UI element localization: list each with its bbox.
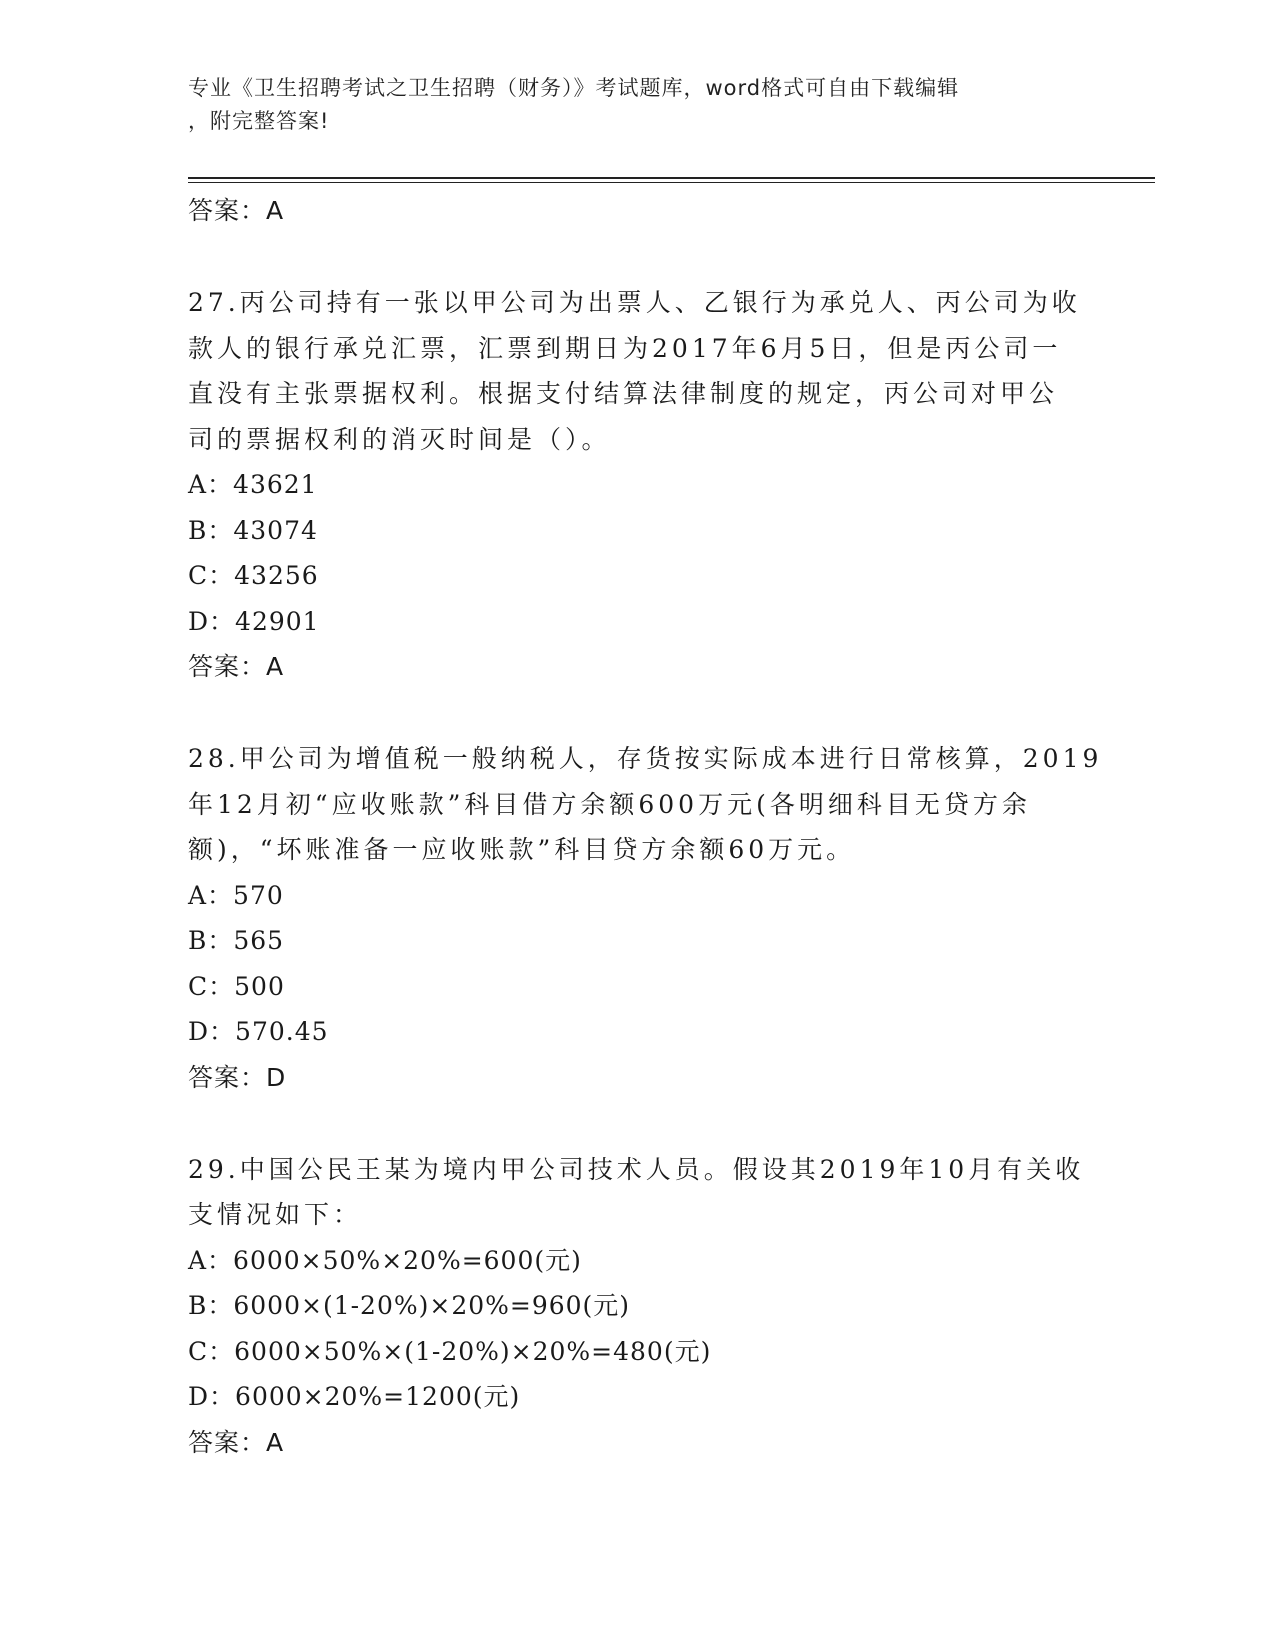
question-line: 28.甲公司为增值税一般纳税人，存货按实际成本进行日常核算，2019	[188, 744, 1103, 773]
question-line: 款人的银行承兑汇票，汇票到期日为2017年6月5日，但是丙公司一	[188, 333, 1062, 363]
option-b: B：6000×(1-20%)×20%=960(元)	[188, 1291, 631, 1320]
option-b: B：43074	[188, 515, 318, 545]
question-line: 额)，“坏账准备一应收账款”科目贷方余额60万元。	[188, 835, 856, 864]
document-body	[188, 188, 1103, 1466]
question-27	[188, 280, 1088, 690]
question-line: 直没有主张票据权利。根据支付结算法律制度的规定，丙公司对甲公	[188, 379, 1059, 408]
option-a: A：43621	[188, 470, 318, 499]
question-text	[188, 736, 1103, 873]
question-line: 27.丙公司持有一张以甲公司为出票人、乙银行为承兑人、丙公司为收	[188, 288, 1081, 317]
answer: 答案：D	[188, 1062, 287, 1092]
option-b: B：565	[188, 926, 285, 955]
option-c: C：6000×50%×(1-20%)×20%=480(元)	[188, 1336, 712, 1366]
question-text	[188, 1147, 1088, 1238]
answer: 答案：A	[188, 652, 285, 681]
header-line-2: ，附完整答案!	[188, 109, 330, 133]
option-c: C：500	[188, 971, 285, 1001]
option-d: D：42901	[188, 606, 320, 636]
question-line: 支情况如下：	[188, 1200, 363, 1229]
question-line: 司的票据权利的消灭时间是（）。	[188, 424, 611, 454]
page-header	[188, 72, 1088, 138]
header-rule-thin	[188, 182, 1155, 183]
option-a: A：6000×50%×20%=600(元)	[188, 1245, 582, 1275]
question-28	[188, 736, 1103, 1101]
question-29	[188, 1147, 1088, 1466]
header-rule-thick	[188, 177, 1155, 179]
header-line-1: 专业《卫生招聘考试之卫生招聘（财务）》考试题库，word格式可自由下载编辑	[188, 76, 960, 100]
option-d: D：6000×20%=1200(元)	[188, 1382, 521, 1411]
question-text	[188, 280, 1088, 462]
question-line: 年12月初“应收账款”科目借方余额600万元(各明细科目无贷方余	[188, 789, 1031, 819]
option-a: A：570	[188, 880, 284, 910]
option-d: D：570.45	[188, 1017, 329, 1046]
option-c: C：43256	[188, 561, 319, 590]
answer-previous: 答案：A	[188, 196, 285, 225]
answer: 答案：A	[188, 1427, 285, 1457]
question-line: 29.中国公民王某为境内甲公司技术人员。假设其2019年10月有关收	[188, 1154, 1085, 1184]
